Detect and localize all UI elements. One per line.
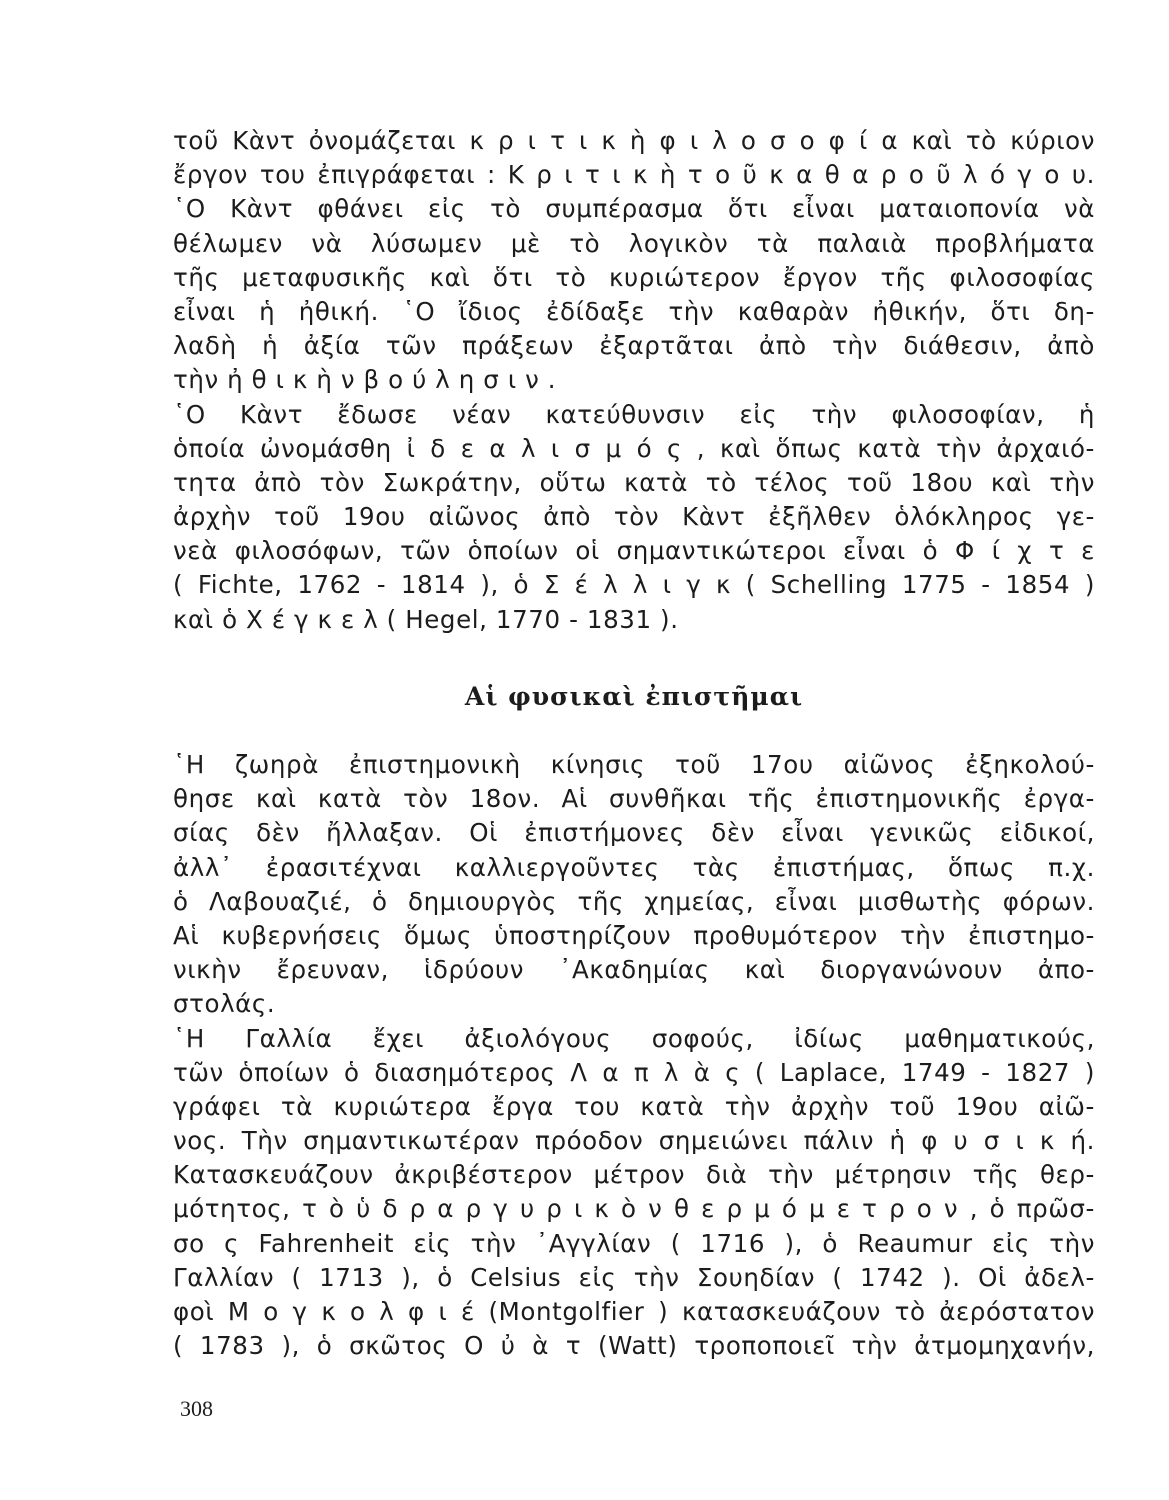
text-line: τοῦ Κὰντ ὀνομάζεται κ ρ ι τ ι κ ὴ φ ι λ ο σ ο φ ί α καὶ τὸ κύριον — [173, 126, 1095, 155]
text-line: τητα ἀπὸ τὸν Σωκράτην, οὕτω κατὰ τὸ τέλος τοῦ 18ου καὶ τὴν — [173, 467, 1095, 497]
text-line: ἀρχὴν τοῦ 19ου αἰῶνος ἀπὸ τὸν Κὰντ ἐξῆλθεν ὁλόκληρος γε- — [173, 502, 1095, 532]
text-line: ( 1783 ), ὁ σκῶτος Ο ὐ ὰ τ (Watt) τροποποιεῖ τὴν ἀτμομηχανήν, — [173, 1331, 1095, 1361]
text-line: σο ς Fahrenheit εἰς τὴν ᾽Αγγλίαν ( 1716 ), ὁ Reaumur εἰς τὴν — [173, 1228, 1095, 1258]
page-number: 308 — [180, 1396, 213, 1421]
text-line: Κατασκευάζουν ἀκριβέστερον μέτρον διὰ τὴν μέτρησιν τῆς θερ- — [173, 1160, 1095, 1190]
text-line: Γαλλίαν ( 1713 ), ὁ Celsius εἰς τὴν Σουηδίαν ( 1742 ). Οἱ ἀδελ- — [173, 1262, 1095, 1292]
text-line: ῾Ο Κὰντ ἔδωσε νέαν κατεύθυνσιν εἰς τὴν φιλοσοφίαν, ἡ — [173, 399, 1095, 429]
text-line: ἔργον του ἐπιγράφεται : Κ ρ ι τ ι κ ὴ τ ο ῦ κ α θ α ρ ο ῦ λ ό γ ο υ. — [173, 160, 1095, 190]
text-line: τὴν ἠ θ ι κ ὴ ν β ο ύ λ η σ ι ν . — [173, 365, 557, 395]
text-line: Αἱ κυβερνήσεις ὅμως ὑποστηρίζουν προθυμότερον τὴν ἐπιστημο- — [173, 920, 1095, 950]
section-heading: Αἱ φυσικαὶ ἐπιστῆμαι — [464, 682, 804, 711]
text-line: τῆς μεταφυσικῆς καὶ ὅτι τὸ κυριώτερον ἔργον τῆς φιλοσοφίας — [173, 262, 1095, 292]
text-line: εἶναι ἡ ἠθική. ῾Ο ἴδιος ἐδίδαξε τὴν καθαρὰν ἠθικήν, ὅτι δη- — [173, 296, 1095, 326]
text-line: σίας δὲν ἤλλαξαν. Οἱ ἐπιστήμονες δὲν εἶναι γενικῶς εἰδικοί, — [173, 818, 1095, 848]
text-line: ἀλλ᾽ ἐρασιτέχναι καλλιεργοῦντες τὰς ἐπιστήμας, ὅπως π.χ. — [173, 852, 1095, 882]
text-line: θέλωμεν νὰ λύσωμεν μὲ τὸ λογικὸν τὰ παλαιὰ προβλήματα — [173, 228, 1095, 258]
text-line: ὁ Λαβουαζιέ, ὁ δημιουργὸς τῆς χημείας, εἶναι μισθωτὴς φόρων. — [173, 886, 1095, 916]
text-line: νικὴν ἔρευναν, ἱδρύουν ᾽Ακαδημίας καὶ διοργανώνουν ἀπο- — [173, 955, 1095, 985]
text-line: θησε καὶ κατὰ τὸν 18ον. Αἱ συνθῆκαι τῆς ἐπιστημονικῆς ἐργα- — [173, 784, 1095, 814]
text-line: μότητος, τ ὸ ὑ δ ρ α ρ γ υ ρ ι κ ὸ ν θ ε ρ μ ό μ ε τ ρ ο ν , ὁ πρῶσ- — [173, 1194, 1095, 1224]
paragraph-block-sciences — [173, 748, 1095, 1363]
text-line: νεὰ φιλοσόφων, τῶν ὁποίων οἱ σημαντικώτεροι εἶναι ὁ Φ ί χ τ ε — [173, 536, 1095, 566]
text-line: γράφει τὰ κυριώτερα ἔργα του κατὰ τὴν ἀρχὴν τοῦ 19ου αἰῶ- — [173, 1091, 1095, 1121]
text-line: ῾Ο Κὰντ φθάνει εἰς τὸ συμπέρασμα ὅτι εἶναι ματαιοπονία νὰ — [173, 194, 1095, 224]
text-line: λαδὴ ἡ ἀξία τῶν πράξεων ἐξαρτᾶται ἀπὸ τὴν διάθεσιν, ἀπὸ — [173, 331, 1095, 361]
text-line: ῾Η Γαλλία ἔχει ἀξιολόγους σοφούς, ἰδίως μαθηματικούς, — [173, 1023, 1095, 1053]
text-line: νος. Τὴν σημαντικωτέραν πρόοδον σημειώνει πάλιν ἡ φ υ σ ι κ ή. — [173, 1126, 1095, 1156]
text-line: φοὶ Μ ο γ κ ο λ φ ι έ (Montgolfier ) κατασκευάζουν τὸ ἀερόστατον — [173, 1297, 1095, 1326]
text-line: τῶν ὁποίων ὁ διασημότερος Λ α π λ ὰ ς ( Laplace, 1749 - 1827 ) — [173, 1057, 1095, 1087]
text-line: ῾Η ζωηρὰ ἐπιστημονικὴ κίνησις τοῦ 17ου αἰῶνος ἐξηκολού- — [173, 750, 1095, 779]
text-line: καὶ ὁ Χ έ γ κ ε λ ( Hegel, 1770 - 1831 ). — [173, 604, 679, 634]
text-line: ( Fichte, 1762 - 1814 ), ὁ Σ έ λ λ ι γ κ ( Schelling 1775 - 1854 ) — [173, 570, 1095, 600]
text-line: ὁποία ὠνομάσθη ἰ δ ε α λ ι σ μ ό ς , καὶ ὅπως κατὰ τὴν ἀρχαιό- — [173, 433, 1095, 463]
paragraph-block-kant — [173, 124, 1095, 637]
text-line: στολάς. — [173, 989, 276, 1019]
